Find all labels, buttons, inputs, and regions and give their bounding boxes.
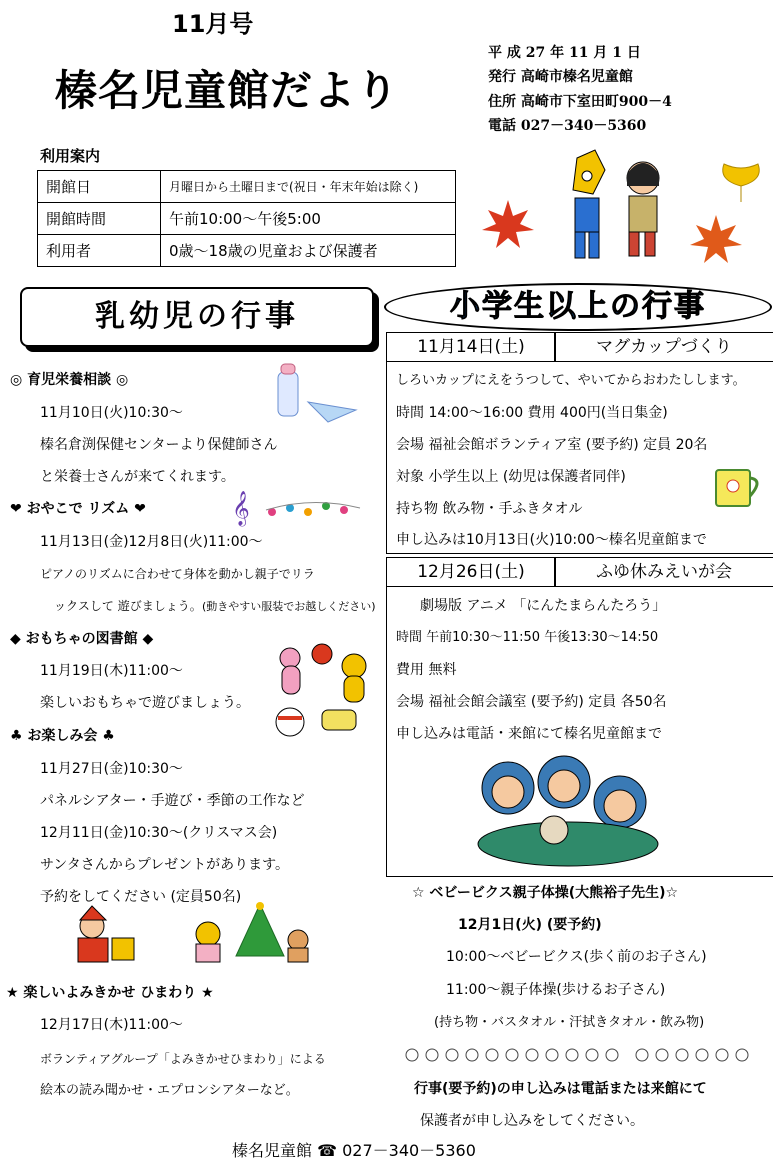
event-text: 榛名倉渕保健センターより保健師さん [40, 437, 278, 453]
event-text: 時間 午前10:30～11:50 午後13:30～14:50 [396, 630, 659, 645]
decorative-border-icon [402, 1044, 764, 1066]
mug-cup-icon [712, 466, 766, 510]
guide-row [38, 203, 456, 235]
event-date: 12月11日(金)10:30～(クリスマス会) [40, 825, 278, 841]
event-text: 対象 小学生以上 (幼児は保護者同伴) [396, 469, 626, 485]
footer-contact: 榛名児童館 ☎ 027－340－5360 [232, 1141, 476, 1160]
guide-value: 0歳～18歳の児童および保護者 [161, 235, 456, 267]
babybics-session: 11:00～親子体操(歩けるお子さん) [446, 982, 666, 998]
guide-table [37, 170, 456, 267]
event-text: 楽しいおもちゃで遊びましょう。 [40, 695, 250, 711]
event-text: ピアノのリズムに合わせて身体を動かし親子でリラ [40, 567, 315, 581]
toys-illustration [262, 638, 374, 742]
guide-key: 利用者 [38, 235, 161, 267]
event-date: 11月27日(金)10:30～ [40, 761, 183, 777]
ginkgo-leaf-icon [718, 160, 764, 204]
event-text: 申し込みは10月13日(火)10:00～榛名児童館まで [396, 532, 707, 548]
guide-value: 午前10:00～午後5:00 [161, 203, 456, 235]
svg-text:𝄞: 𝄞 [232, 491, 250, 526]
event-date-header: 11月14日(土) [386, 332, 556, 362]
event-text: 予約をしてください (定員50名) [40, 889, 242, 905]
event-date: 11月10日(火)10:30～ [40, 405, 183, 421]
event-text: と栄養士さんが来てくれます。 [40, 469, 235, 485]
baby-bottle-icon [268, 362, 358, 426]
babybics-session: 10:00～ベビービクス(歩く前のお子さん) [446, 949, 707, 965]
guide-key: 開館日 [38, 171, 161, 203]
guide-heading: 利用案内 [40, 147, 101, 165]
event-date: 11月19日(木)11:00～ [40, 663, 183, 679]
event-date-header: 12月26日(土) [386, 557, 556, 587]
event-text: 費用 無料 [396, 662, 457, 678]
event-text: 劇場版 アニメ 「にんたまらんたろう」 [420, 598, 667, 614]
event-heading: ♣ お楽しみ会 ♣ [10, 728, 115, 744]
guide-value: 月曜日から土曜日まで(祝日・年末年始は除く) [161, 171, 456, 203]
event-heading: ★ 楽しいよみきかせ ひまわり ★ [6, 985, 214, 1001]
event-text: ボランティアグループ「よみきかせひまわり」による [40, 1052, 326, 1066]
event-text: ックスして 遊びましょう。 [54, 599, 202, 613]
address: 住所 高崎市下室田町900－4 [488, 94, 672, 110]
event-name-header: マグカップづくり [554, 332, 773, 362]
guide-row [38, 235, 456, 267]
reservation-notice: 保護者が申し込みをしてください。 [420, 1113, 644, 1129]
ninja-characters-illustration [468, 752, 660, 868]
event-heading: ◎ 育児栄養相談 ◎ [10, 372, 129, 388]
babybics-date: 12月1日(火) (要予約) [458, 917, 602, 933]
event-text: 申し込みは電話・来館にて榛名児童館まで [396, 726, 662, 742]
event-text: パネルシアター・手遊び・季節の工作など [40, 793, 305, 809]
event-text: 絵本の読み聞かせ・エプロンシアターなど。 [40, 1083, 299, 1098]
santa-illustration [64, 906, 138, 964]
mascot-illustration [555, 150, 665, 265]
event-text: 時間 14:00～16:00 費用 400円(当日集金) [396, 405, 668, 421]
elementary-events-banner-label: 小学生以上の行事 [450, 289, 706, 324]
music-notes-icon [232, 490, 364, 526]
publisher: 発行 高崎市榛名児童館 [488, 69, 633, 85]
phone: 電話 027－340－5360 [488, 118, 647, 134]
event-text: 持ち物 飲み物・手ふきタオル [396, 501, 583, 517]
guide-row [38, 171, 456, 203]
event-heading: ◆ おもちゃの図書館 ◆ [10, 631, 154, 647]
infant-events-banner-label: 乳幼児の行事 [95, 299, 299, 334]
reservation-notice: 行事(要予約)の申し込みは電話または来館にて [414, 1081, 707, 1097]
guide-key: 開館時間 [38, 203, 161, 235]
christmas-tree-illustration [188, 900, 314, 966]
event-heading: ❤ おやこで リズム ❤ [10, 501, 146, 517]
event-text: しろいカップにえをうつして、やいてからおわたしします。 [396, 373, 746, 388]
infant-events-banner [20, 287, 374, 347]
publish-date: 平 成 27 年 11 月 1 日 [488, 45, 641, 61]
event-note: (動きやすい服装でお越しください) [202, 600, 376, 613]
babybics-heading: ☆ ベビービクス親子体操(大熊裕子先生)☆ [412, 885, 679, 901]
babybics-items: (持ち物・バスタオル・汗拭きタオル・飲み物) [434, 1015, 705, 1030]
event-text: サンタさんからプレゼントがあります。 [40, 857, 290, 873]
issue-number: 11月号 [172, 10, 254, 38]
event-date: 11月13日(金)12月8日(火)11:00～ [40, 534, 263, 550]
newsletter-title: 榛名児童館だより [55, 66, 400, 115]
maple-leaf-icon [690, 215, 742, 267]
event-name-header: ふゆ休みえいが会 [554, 557, 773, 587]
maple-leaf-icon [482, 200, 534, 252]
event-text: 会場 福祉会館会議室 (要予約) 定員 各50名 [396, 694, 667, 710]
event-text: 会場 福祉会館ボランティア室 (要予約) 定員 20名 [396, 437, 708, 453]
elementary-events-banner [384, 283, 772, 331]
event-date: 12月17日(木)11:00～ [40, 1017, 183, 1033]
